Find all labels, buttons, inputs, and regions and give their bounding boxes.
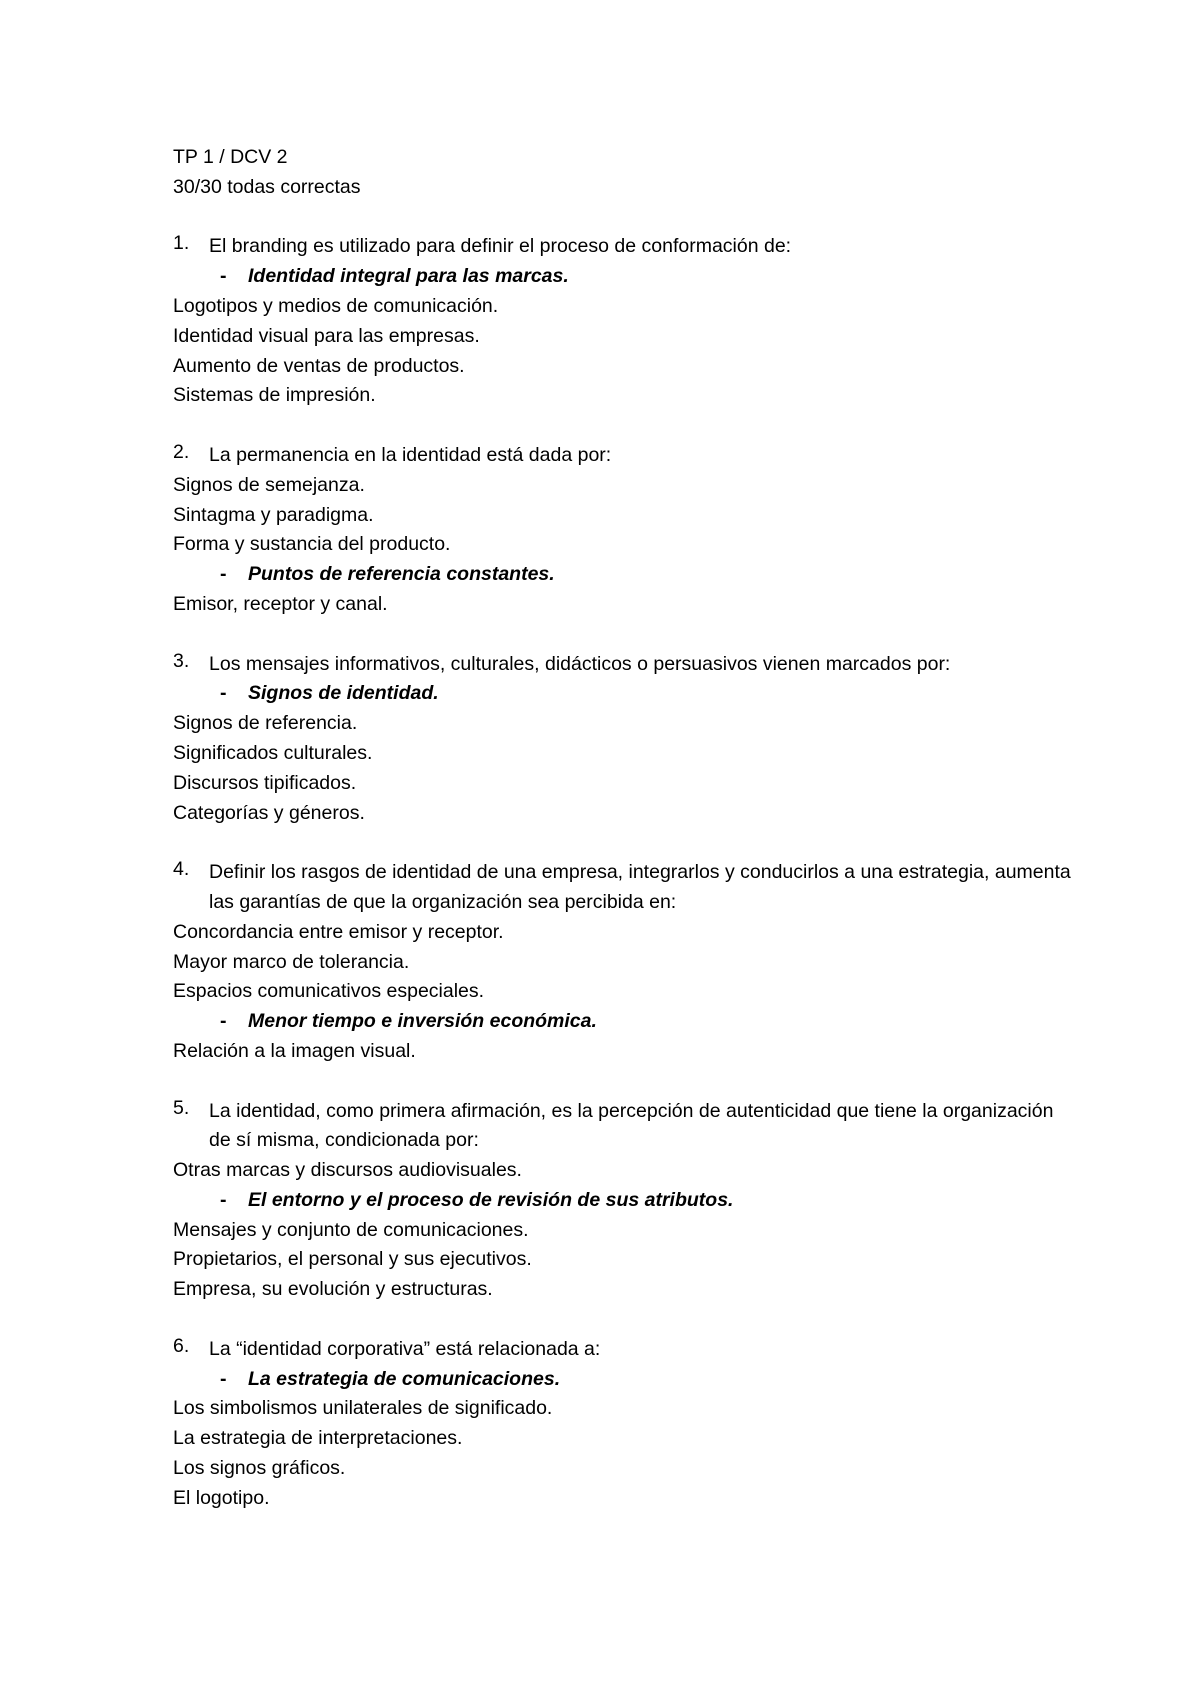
answer-text: La estrategia de comunicaciones. — [248, 1367, 561, 1390]
question-stem — [173, 650, 1073, 680]
answer-option: Empresa, su evolución y estructuras. — [173, 1278, 493, 1301]
question-block — [173, 858, 1073, 1067]
answer-option: Identidad visual para las empresas. — [173, 324, 480, 347]
answer-option: Propietarios, el personal y sus ejecutivos. — [173, 1248, 532, 1271]
question-stem — [173, 441, 1073, 471]
answer-option: Forma y sustancia del producto. — [173, 533, 451, 556]
question-number: 3. — [173, 649, 190, 672]
correct-answer — [173, 679, 1073, 709]
answer-option: Relación a la imagen visual. — [173, 1039, 416, 1062]
bullet-dash: - — [220, 1367, 227, 1390]
question-text: Definir los rasgos de identidad de una empresa, integrarlos y conducirlos a una estrategia, aumenta las garantías de que la organización sea percibida en: — [209, 861, 1071, 913]
bullet-dash: - — [220, 563, 227, 586]
question-list — [173, 203, 1073, 1514]
question-block — [173, 441, 1073, 620]
spacer — [173, 1305, 1073, 1335]
question-number: 1. — [173, 232, 190, 255]
spacer — [173, 828, 1073, 858]
bullet-dash: - — [220, 1188, 227, 1211]
answer-option: Mensajes y conjunto de comunicaciones. — [173, 1218, 529, 1241]
question-stem — [173, 232, 1073, 262]
correct-answer — [173, 262, 1073, 292]
correct-answer — [173, 560, 1073, 590]
answer-option: El logotipo. — [173, 1486, 270, 1509]
answer-option: Signos de semejanza. — [173, 473, 365, 496]
correct-answer — [173, 1007, 1073, 1037]
bullet-dash: - — [220, 682, 227, 705]
answer-option: Sintagma y paradigma. — [173, 503, 374, 526]
spacer — [173, 620, 1073, 650]
question-text: La permanencia en la identidad está dada por: — [209, 443, 612, 466]
question-number: 6. — [173, 1334, 190, 1357]
correct-answer — [173, 1186, 1073, 1216]
answer-option: Emisor, receptor y canal. — [173, 592, 388, 615]
answer-option: Signos de referencia. — [173, 712, 358, 735]
answer-option: Logotipos y medios de comunicación. — [173, 294, 499, 317]
answer-text: El entorno y el proceso de revisión de sus atributos. — [248, 1188, 734, 1211]
question-block — [173, 650, 1073, 829]
question-block — [173, 232, 1073, 411]
spacer — [173, 411, 1073, 441]
question-stem — [173, 1335, 1073, 1365]
answer-text: Signos de identidad. — [248, 682, 439, 705]
question-text: El branding es utilizado para definir el proceso de conformación de: — [209, 235, 792, 258]
question-number: 4. — [173, 858, 190, 881]
answer-option: Categorías y géneros. — [173, 801, 365, 824]
bullet-dash: - — [220, 265, 227, 288]
answer-option: Significados culturales. — [173, 741, 373, 764]
answer-option: Sistemas de impresión. — [173, 384, 376, 407]
answer-option: Los simbolismos unilaterales de significado. — [173, 1397, 553, 1420]
question-text: La “identidad corporativa” está relacionada a: — [209, 1337, 601, 1360]
answer-text: Identidad integral para las marcas. — [248, 265, 569, 288]
spacer — [173, 1067, 1073, 1097]
correct-answer — [173, 1365, 1073, 1395]
question-number: 2. — [173, 440, 190, 463]
question-text: Los mensajes informativos, culturales, didácticos o persuasivos vienen marcados por: — [209, 652, 951, 675]
answer-option: Los signos gráficos. — [173, 1457, 346, 1480]
answer-option: Mayor marco de tolerancia. — [173, 950, 410, 973]
question-block — [173, 1097, 1073, 1306]
question-stem — [173, 1097, 1073, 1157]
answer-option: Discursos tipificados. — [173, 771, 357, 794]
answer-option: Concordancia entre emisor y receptor. — [173, 920, 504, 943]
question-stem — [173, 858, 1073, 918]
answer-text: Puntos de referencia constantes. — [248, 563, 555, 586]
answer-option: La estrategia de interpretaciones. — [173, 1427, 463, 1450]
question-number: 5. — [173, 1096, 190, 1119]
answer-option: Aumento de ventas de productos. — [173, 354, 465, 377]
spacer — [173, 203, 1073, 233]
document-content — [173, 143, 1073, 1514]
question-text: La identidad, como primera afirmación, es la percepción de autenticidad que tiene la organización de sí misma, condicionada por: — [209, 1099, 1054, 1152]
score-line: 30/30 todas correctas — [173, 175, 361, 198]
answer-text: Menor tiempo e inversión económica. — [248, 1010, 597, 1033]
answer-option: Espacios comunicativos especiales. — [173, 980, 485, 1003]
answer-option: Otras marcas y discursos audiovisuales. — [173, 1159, 522, 1182]
doc-title: TP 1 / DCV 2 — [173, 146, 288, 168]
bullet-dash: - — [220, 1010, 227, 1033]
question-block — [173, 1335, 1073, 1514]
